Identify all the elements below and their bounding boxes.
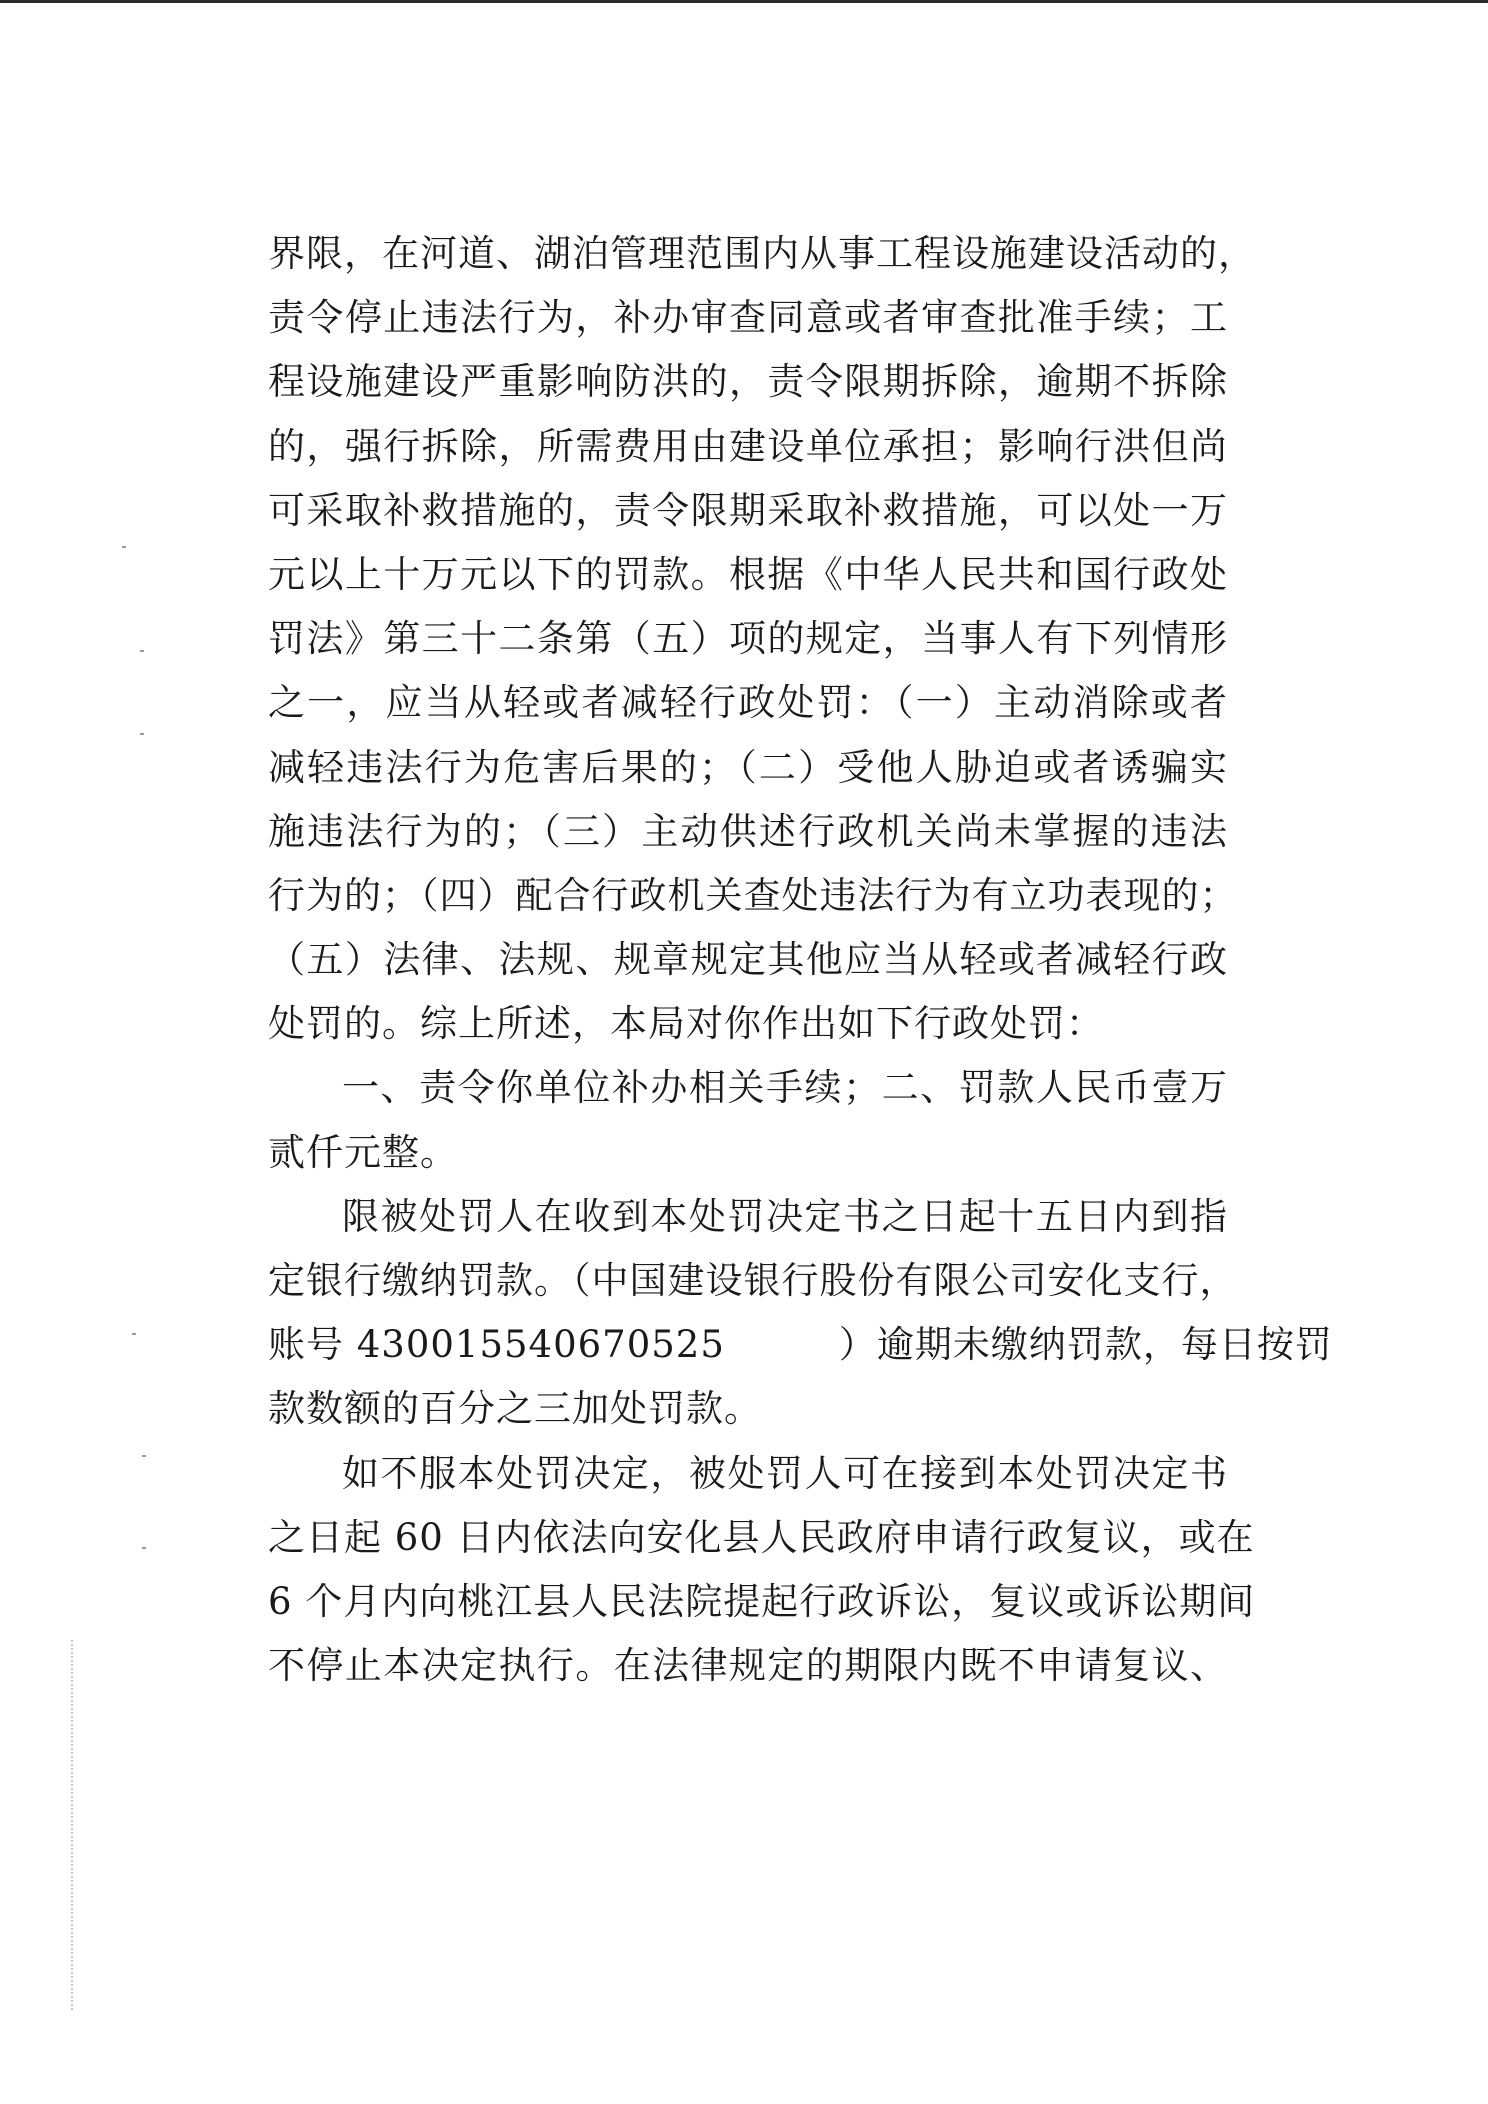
document-line: 不停止本决定执行。在法律规定的期限内既不申请复议、: [268, 1644, 1228, 1688]
scan-margin-artifact: [71, 1640, 73, 2010]
scan-speck: [142, 1547, 146, 1549]
document-line: 责令停止违法行为，补办审查同意或者审查批准手续；工: [268, 296, 1228, 340]
document-line: 账号 430015540670525 ）逾期未缴纳罚款，每日按罚: [268, 1323, 1333, 1367]
document-line: 元以上十万元以下的罚款。根据《中华人民共和国行政处: [268, 552, 1228, 596]
document-line: 限被处罚人在收到本处罚决定书之日起十五日内到指: [342, 1194, 1228, 1238]
scan-speck: [140, 733, 144, 735]
scan-speck: [132, 1333, 136, 1335]
document-line: 一、责令你单位补办相关手续；二、罚款人民币壹万: [342, 1066, 1228, 1110]
document-line: 如不服本处罚决定，被处罚人可在接到本处罚决定书: [342, 1451, 1228, 1495]
document-body: [268, 222, 1333, 1698]
document-line: 的，强行拆除，所需费用由建设单位承担；影响行洪但尚: [268, 424, 1228, 468]
document-line: 界限，在河道、湖泊管理范围内从事工程设施建设活动的，: [268, 232, 1256, 275]
document-line: （五）法律、法规、规章规定其他应当从轻或者减轻行政: [268, 938, 1228, 982]
document-line: 之一，应当从轻或者减轻行政处罚：（一）主动消除或者: [268, 681, 1228, 725]
document-line: 可采取补救措施的，责令限期采取补救措施，可以处一万: [268, 488, 1228, 532]
scan-speck: [140, 650, 144, 652]
scan-speck: [122, 546, 126, 548]
document-line: 减轻违法行为危害后果的；（二）受他人胁迫或者诱骗实: [268, 745, 1228, 789]
scan-top-edge: [0, 0, 1488, 3]
document-line: 6 个月内向桃江县人民法院提起行政诉讼，复议或诉讼期间: [268, 1579, 1256, 1623]
document-line: 罚法》第三十二条第（五）项的规定，当事人有下列情形: [268, 617, 1228, 661]
document-line: 定银行缴纳罚款。（中国建设银行股份有限公司安化支行，: [268, 1259, 1238, 1302]
document-line: 程设施建设严重影响防洪的，责令限期拆除，逾期不拆除: [268, 360, 1228, 404]
document-line: 贰仟元整。: [268, 1130, 458, 1174]
document-line: 之日起 60 日内依法向安化县人民政府申请行政复议，或在: [268, 1515, 1255, 1559]
document-line: 处罚的。综上所述，本局对你作出如下行政处罚：: [268, 1002, 1104, 1046]
document-line: 施违法行为的；（三）主动供述行政机关尚未掌握的违法: [268, 809, 1228, 853]
scan-speck: [142, 1455, 146, 1457]
document-line: 行为的；（四）配合行政机关查处违法行为有立功表现的；: [268, 873, 1238, 917]
document-line: 款数额的百分之三加处罚款。: [268, 1387, 762, 1431]
